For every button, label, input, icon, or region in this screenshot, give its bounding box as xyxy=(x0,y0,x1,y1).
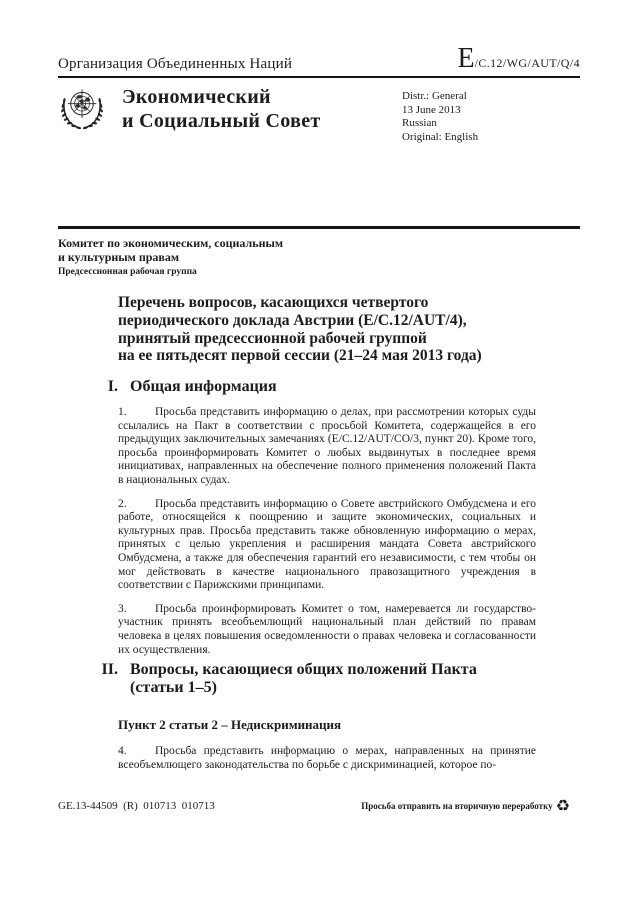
paragraph-3 xyxy=(118,603,536,657)
document-symbol-number: /C.12/WG/AUT/Q/4 xyxy=(474,56,580,70)
original-language-line: Original: English xyxy=(402,131,479,144)
un-emblem-icon xyxy=(56,82,108,134)
section-numeral: II. xyxy=(101,661,118,678)
section-heading-text xyxy=(130,661,477,697)
document-symbol xyxy=(457,45,580,73)
recycle-icon: ♻ xyxy=(555,796,570,815)
working-group-label: Предсессионная рабочая группа xyxy=(58,266,197,277)
section-heading xyxy=(58,378,538,396)
header-rule xyxy=(58,76,580,78)
paragraph-2 xyxy=(118,498,536,593)
section-heading-line1: Вопросы, касающиеся общих положений Пакта xyxy=(130,661,477,678)
paragraph-1 xyxy=(118,406,536,488)
paragraph-text: Просьба представить информацию о Совете австрийского Омбудсмена и его работе, относящейся к поощрению и защите экономических, социальных и культурных прав. Просьба представить также обновленную информацию о мерах, принятых с целью укрепления и расширения мандата Совета австрийского Омбудсмена, а также для обеспечения гарантий его независимости, с тем чтобы он мог действовать в качестве национального правозащитного учреждения в соответствии с Парижскими принципами. xyxy=(118,497,536,592)
distribution-block xyxy=(402,90,478,145)
section-heading-text: Общая информация xyxy=(130,378,277,395)
article-subheading: Пункт 2 статьи 2 – Недискриминация xyxy=(118,717,342,732)
recycle-notice-text: Просьба отправить на вторичную переработку xyxy=(361,801,553,811)
section-numeral: I. xyxy=(107,378,118,395)
title-line: на ее пятьдесят первой сессии (21–24 мая 2013 года) xyxy=(118,347,482,365)
paragraph-number: 1. xyxy=(118,406,127,418)
org-name: Организация Объединенных Наций xyxy=(58,56,293,72)
paragraph-text: Просьба проинформировать Комитет о том, намеревается ли государство-участник принять всеобъемлющий национальный план действий по правам человека в целях повышения осведомленности о правах человека и согласованности их осуществления. xyxy=(118,602,536,656)
council-name-line1: Экономический xyxy=(122,86,271,108)
recycle-notice xyxy=(361,798,570,814)
section-covenant-general-provisions xyxy=(58,661,538,782)
section-heading-line2: (статьи 1–5) xyxy=(130,679,217,696)
section-divider-rule xyxy=(58,226,580,229)
paragraph-text: Просьба представить информацию о делах, при рассмотрении которых суды ссылались на Пакт в соответствии с просьбой Комитета, содержащейся в его предыдущих заключительных замечаниях (E/C.12/AUT/CO/3, пункт 20). Кроме того, просьба проинформировать Комитет о любых выдвинутых в последнее время инициативах, направленных на обеспечение полного применения положений Пакта в национальных судах. xyxy=(118,406,536,486)
title-line: Перечень вопросов, касающихся четвертого xyxy=(118,294,429,311)
committee-name-line1: Комитет по экономическим, социальным xyxy=(58,236,284,250)
date-line: 13 June 2013 xyxy=(402,103,461,116)
document-symbol-series: E xyxy=(457,43,475,74)
committee-name-line2: и культурным правам xyxy=(58,249,180,264)
paragraph-text: Просьба представить информацию о мерах, направленных на принятие всеобъемлющего законодательства по борьбе с дискриминацией, которое по- xyxy=(118,745,536,771)
council-name xyxy=(122,85,321,133)
council-name-line2: и Социальный Совет xyxy=(122,110,321,132)
title-line: принятый предсессионной рабочей группой xyxy=(118,329,427,347)
section-heading xyxy=(58,661,538,697)
paragraph-number: 4. xyxy=(118,745,127,757)
committee-block xyxy=(58,237,283,278)
paragraph-number: 2. xyxy=(118,497,127,510)
paragraph-4 xyxy=(118,745,536,772)
document-title xyxy=(118,294,558,365)
language-line: Russian xyxy=(402,117,437,130)
ge-reference-number: GE.13-44509 (R) 010713 010713 xyxy=(58,800,215,812)
paragraph-number: 3. xyxy=(118,602,127,615)
distr-line: Distr.: General xyxy=(402,90,467,102)
section-general-information xyxy=(58,378,538,667)
title-line: периодического доклада Австрии (E/C.12/AUT/4), xyxy=(118,311,467,329)
